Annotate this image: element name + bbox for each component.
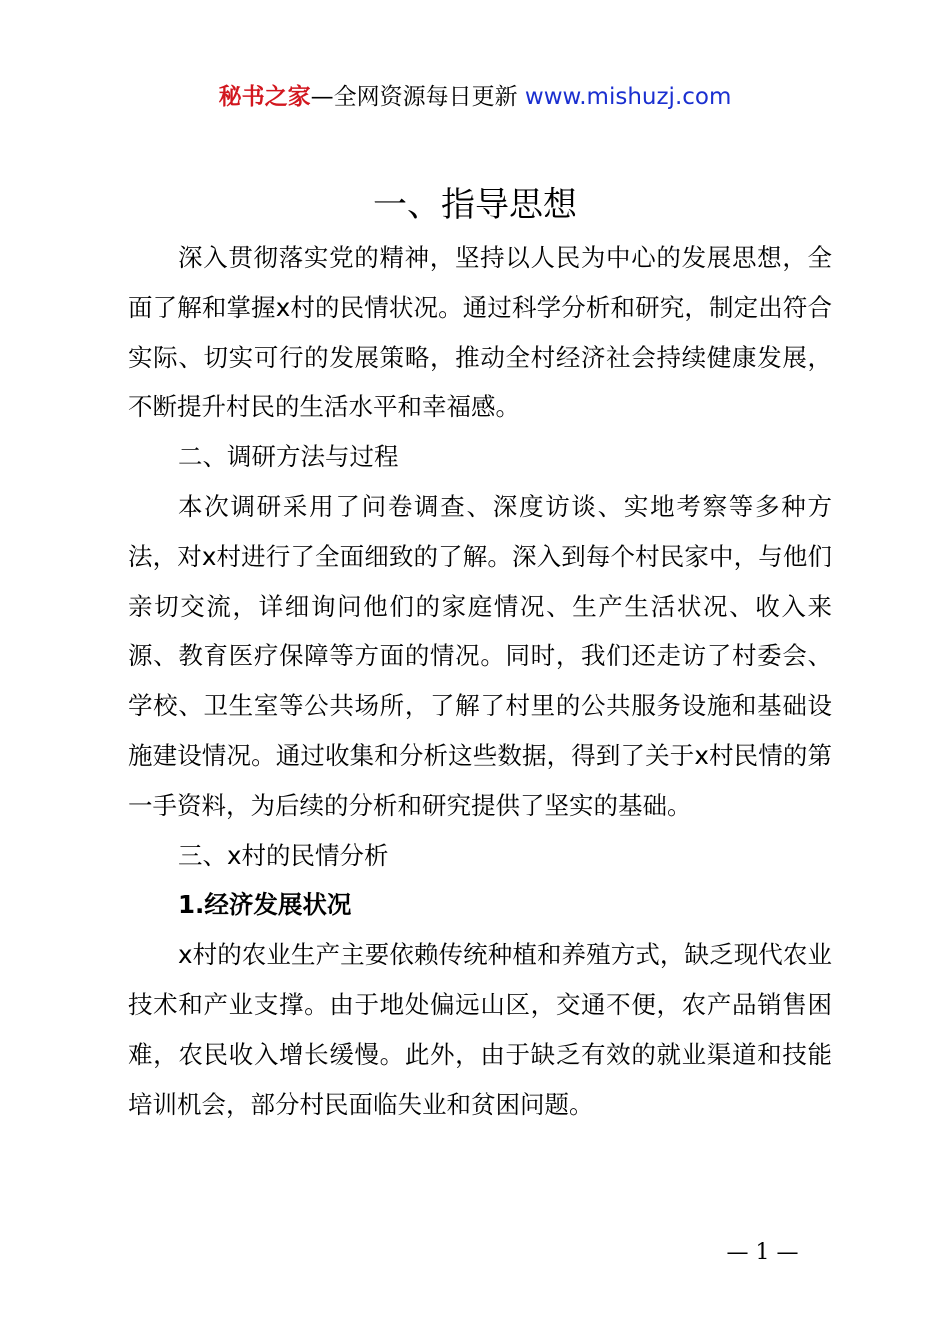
paragraph-research-methods: 本次调研采用了问卷调查、深度访谈、实地考察等多种方法，对x村进行了全面细致的了解。深入到每个村民家中，与他们亲切交流，详细询问他们的家庭情况、生产生活状况、收入来源、教育医疗保障等方面的情况。同时，我们还走访了村委会、学校、卫生室等公共场所，了解了村里的公共服务设施和基础设施建设情况。通过收集和分析这些数据，得到了关于x村民情的第一手资料，为后续的分析和研究提供了坚实的基础。 (128, 491, 832, 820)
page-number: — 1 — (726, 1240, 799, 1265)
heading-research-methods: 二、调研方法与过程 (178, 442, 399, 472)
paragraph-economic-status: x村的农业生产主要依赖传统种植和养殖方式，缺乏现代农业技术和产业支撑。由于地处偏远山区，交通不便，农产品销售困难，农民收入增长缓慢。此外，由于缺乏有效的就业渠道和技能培训机会，部分村民面临失业和贫困问题。 (128, 940, 832, 1119)
paragraph-guiding-thought: 深入贯彻落实党的精神，坚持以人民为中心的发展思想，全面了解和掌握x村的民情状况。通过科学分析和研究，制定出符合实际、切实可行的发展策略，推动全村经济社会持续健康发展，不断提升村民的生活水平和幸福感。 (128, 243, 832, 422)
document-body (128, 233, 832, 1129)
section-title: 一、指导思想 (373, 185, 577, 225)
header-tagline: —全网资源每日更新 (310, 84, 525, 110)
heading-village-analysis: 三、x村的民情分析 (178, 840, 389, 870)
brand-name: 秘书之家 (218, 84, 311, 110)
site-header (0, 80, 950, 114)
subheading-economic-status: 1.经济发展状况 (178, 890, 352, 920)
site-url-link[interactable]: www.mishuzj.com (524, 84, 732, 110)
